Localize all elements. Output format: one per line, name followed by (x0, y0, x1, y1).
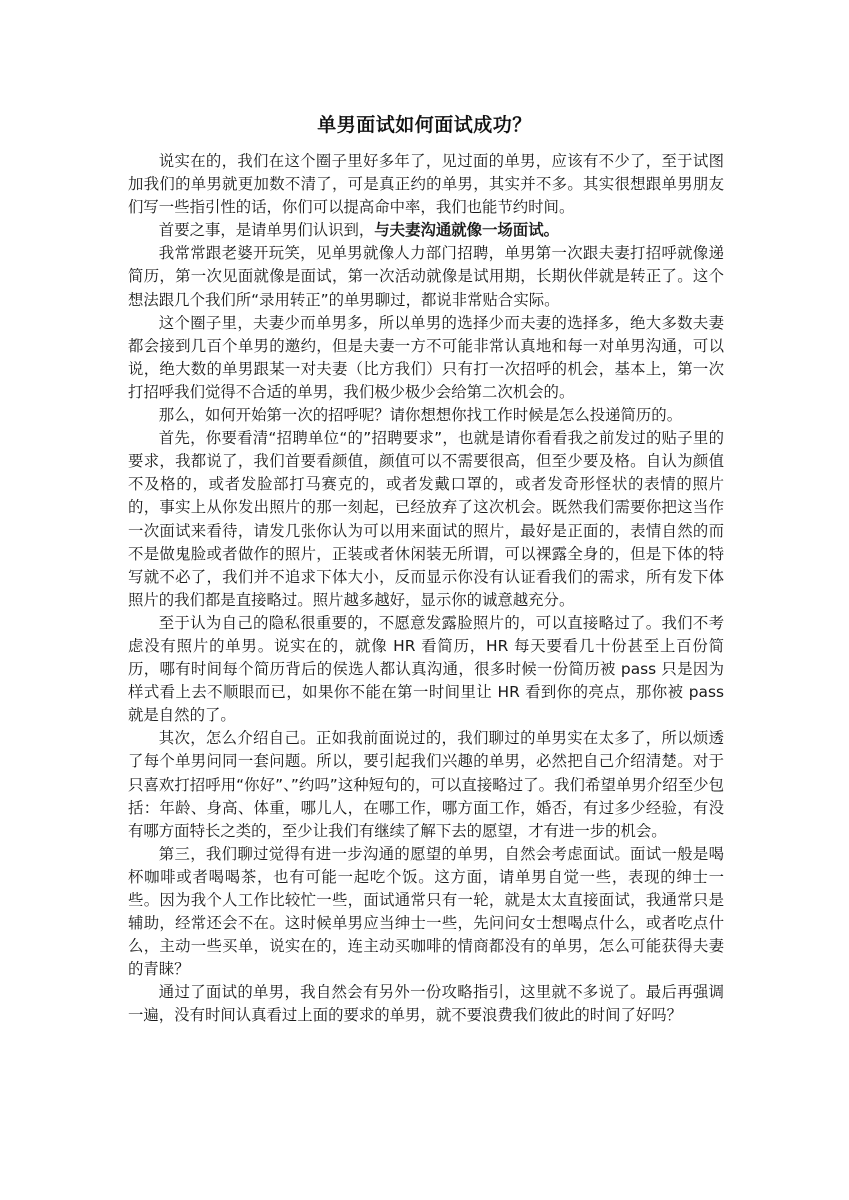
paragraph-intro: 说实在的，我们在这个圈子里好多年了，见过面的单男，应该有不少了，至于试图加我们的单男就更加数不清了，可是真正约的单男，其实并不多。其实很想跟单男朋友们写一些指引性的话，你们可以提高命中率，我们也能节约时间。 (128, 152, 724, 217)
key-point-emphasis: 与夫妻沟通就像一场面试。 (374, 221, 559, 240)
paragraph-third: 第三，我们聊过觉得有进一步沟通的愿望的单男，自然会考虑面试。面试一般是喝杯咖啡或者喝喝茶，也有可能一起吃个饭。这方面，请单男自觉一些，表现的绅士一些。因为我个人工作比较忙一些，面试通常只有一轮，就是太太直接面试，我通常只是辅助，经常还会不在。这时候单男应当绅士一些，先问问女士想喝点什么，或者吃点什么，主动一些买单，说实在的，连主动买咖啡的情商都没有的单男，怎么可能获得夫妻的青睐？ (128, 844, 724, 979)
paragraph-second: 其次，怎么介绍自己。正如我前面说过的，我们聊过的单男实在太多了，所以烦透了每个单男问同一套问题。所以，要引起我们兴趣的单男，必然把自己介绍清楚。对于只喜欢打招呼用“你好”、”约吗”这种短句的，可以直接略过了。我们希望单男介绍至少包括：年龄、身高、体重，哪儿人，在哪工作，哪方面工作，婚否，有过多少经验，有没有哪方面特长之类的，至少让我们有继续了解下去的愿望，才有进一步的机会。 (128, 729, 724, 840)
key-point-lead: 首要之事，是请单男们认识到， (158, 221, 375, 240)
paragraph-circle: 这个圈子里，夫妻少而单男多，所以单男的选择少而夫妻的选择多，绝大多数夫妻都会接到几百个单男的邀约，但是夫妻一方不可能非常认真地和每一对单男沟通，可以说，绝大数的单男跟某一对夫妻（比方我们）只有打一次招呼的机会，基本上，第一次打招呼我们觉得不合适的单男，我们极少极少会给第二次机会的。 (128, 313, 724, 401)
paragraph-privacy: 至于认为自己的隐私很重要的，不愿意发露脸照片的，可以直接略过了。我们不考虑没有照片的单男。说实在的，就像 HR 看简历，HR 每天要看几十份甚至上百份简历，哪有时间每个简历背后的侯选人都认真沟通，很多时候一份简历被 pass 只是因为样式看上去不顺眼而已，如果你不能在第一时间里让 HR 看到你的亮点，那你被 pass 就是自然的了。 (128, 613, 724, 725)
paragraph-first: 首先，你要看清“招聘单位“的”招聘要求”，也就是请你看看我之前发过的贴子里的要求，我都说了，我们首要看颜值，颜值可以不需要很高，但至少要及格。自认为颜值不及格的，或者发脸部打马赛克的，或者发戴口罩的，或者发奇形怪状的表情的照片的，事实上从你发出照片的那一刻起，已经放弃了这次机会。既然我们需要你把这当作一次面试来看待，请发几张你认为可以用来面试的照片，最好是正面的，表情自然的而不是做鬼脸或者做作的照片，正装或者休闲装无所谓，可以裸露全身的，但是下体的特写就不必了，我们并不追求下体大小，反而显示你没有认证看我们的需求，所有发下体照片的我们都是直接略过。照片越多越好，显示你的诚意越充分。 (128, 429, 724, 609)
paragraph-key-point (128, 219, 724, 242)
paragraph-question: 那么，如何开始第一次的招呼呢？请你想想你找工作时候是怎么投递简历的。 (158, 406, 683, 425)
paragraph-closing: 通过了面试的单男，我自然会有另外一份攻略指引，这里就不多说了。最后再强调一遍，没有时间认真看过上面的要求的单男，就不要浪费我们彼此的时间了好吗？ (128, 983, 724, 1025)
document-body (128, 150, 724, 1028)
paragraph-analogy: 我常常跟老婆开玩笑，见单男就像人力部门招聘，单男第一次跟夫妻打招呼就像递简历，第一次见面就像是面试，第一次活动就像是试用期，长期伙伴就是转正了。这个想法跟几个我们所“录用转正”的单男聊过，都说非常贴合实际。 (128, 244, 724, 309)
page-title: 单男面试如何面试成功？ (317, 114, 532, 136)
